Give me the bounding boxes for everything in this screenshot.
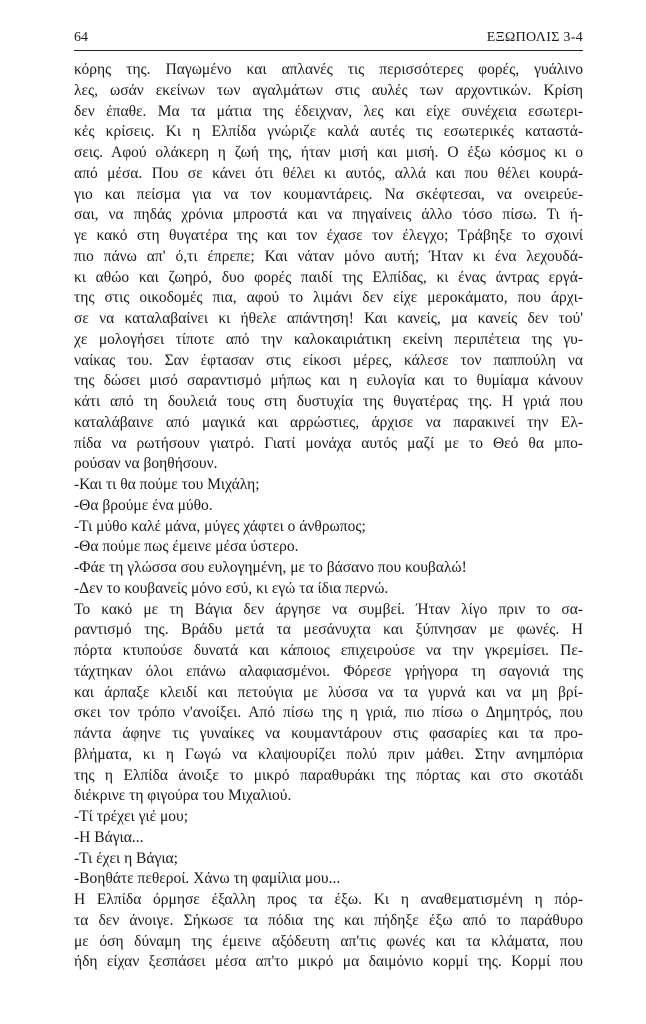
- text-line: -Τί τρέχει γιέ μου;: [74, 808, 189, 825]
- header-rule: [74, 50, 583, 51]
- text-line: -Θα πούμε πως έμεινε μέσα ύστερο.: [74, 538, 299, 556]
- text-line: κές κρίσεις. Κι η Ελπίδα γνώριζε καλά αυτές τις εσωτερικές καταστά-: [74, 123, 583, 141]
- text-line: σε να καταλαβαίνει κι ήθελε απάντηση! Και κανείς, μα κανείς δεν τού': [74, 310, 583, 327]
- text-line: -Βοηθάτε πεθεροί. Χάνω τη φαμίλια μου...: [74, 870, 341, 888]
- text-line: της δώσει μισό σαραντισμό μήπως και η ευλογία και το θυμίαμα κάνουν: [74, 372, 583, 390]
- text-line: -Τι μύθο καλέ μάνα, μύγες χάφτει ο άνθρωπος;: [74, 517, 366, 535]
- text-line: -Φάε τη γλώσσα σου ευλογημένη, με το βάσανο που κουβαλώ!: [74, 559, 467, 576]
- text-line: πιο πάνω απ' ό,τι έπρεπε; Και νάταν μόνο αυτή; Ήταν κι ένα λεχουδά-: [74, 247, 583, 265]
- text-line: λες, ωσάν εκείνων των αγαλμάτων στις αυλές των αρχοντικών. Κρίση: [74, 81, 583, 99]
- text-line: σεις. Αφού ολάκερη η ζωή της, ήταν μισή και μισή. Ο έξω κόσμος κι ο: [74, 144, 583, 161]
- text-line: σαι, να πηδάς χρόνια μπροστά και να πηγαίνεις άλλο τόσο πίσω. Τι ή-: [74, 206, 583, 224]
- text-line: πόρτα κτυπούσε δυνατά και κάποιος επιχειρούσε να την γκρεμίσει. Πε-: [74, 642, 583, 659]
- text-line: πίδα να ρωτήσουν γιατρό. Γιατί μονάχα αυτός μαζί με το Θεό θα μπο-: [74, 434, 583, 452]
- text-line: -Και τι θα πούμε του Μιχάλη;: [74, 476, 260, 493]
- text-line: δεν έπαθε. Μα τα μάτια της έδειχναν, λες και είχε συνέχεια εσωτερι-: [74, 102, 583, 120]
- text-line: -Δεν το κουβανείς μόνο εσύ, κι εγώ τα ίδια περνώ.: [74, 579, 389, 597]
- page-header: [74, 28, 583, 48]
- text-line: διέκρινε τη φιγούρα του Μιχαλιού.: [74, 787, 292, 805]
- text-line: ραντισμό της. Βράδυ μετά τα μεσάνυχτα και ξύπνησαν με φωνές. Η: [74, 621, 583, 639]
- text-line: -Θα βρούμε ένα μύθο.: [74, 496, 213, 514]
- page-number: 64: [74, 30, 88, 45]
- running-title: ΕΞΩΠΟΛΙΣ 3-4: [486, 30, 583, 45]
- text-line: Το κακό με τη Βάγια δεν άργησε να συμβεί. Ήταν λίγο πριν το σα-: [74, 600, 583, 618]
- text-line: τάχτηκαν όλοι επάνω αλαφιασμένοι. Φόρεσε γρήγορα τη σαγονιά της: [74, 662, 583, 680]
- text-line: πάντα άφηνε τις γυναίκες να κουμαντάρουν στις φασαρίες και τα προ-: [74, 725, 583, 742]
- text-line: με όση δύναμη της έμεινε αξόδευτη απ'τις φωνές και τα κλάματα, που: [74, 932, 583, 950]
- text-line: της η Ελπίδα άνοιξε το μικρό παραθυράκι της πόρτας και στο σκοτάδι: [74, 766, 583, 784]
- text-line: από μέσα. Που σε κάνει ότι θέλει κι αυτός, αλλά και που θέλει κουρά-: [74, 164, 583, 182]
- text-line: κι αθώο και ζωηρό, δυο φορές παιδί της Ελπίδας, κι ένας άντρας εργά-: [74, 268, 583, 286]
- text-line: ναίκας του. Σαν έφτασαν στις είκοσι μέρες, κάλεσε τον παππούλη να: [74, 351, 583, 369]
- text-line: χε μολογήσει τίποτε από την καλοκαιριάτικη εκείνη περιπέτεια της γυ-: [74, 330, 583, 348]
- text-line: της στις οικοδομές πια, αφού το λιμάνι δεν είχε μεροκάματο, που άρχι-: [74, 289, 583, 307]
- text-line: κόρης της. Παγωμένο και απλανές τις περισσότερες φορές, γυάλινο: [74, 61, 583, 78]
- text-line: ρούσαν να βοηθήσουν.: [74, 455, 218, 473]
- text-line: γιο και πείσμα για να τον κουμαντάρεις. Να σκέφτεσαι, να ονειρεύε-: [74, 185, 583, 203]
- text-line: ήδη είχαν ξεσπάσει μέσα απ'το μικρό μα δαιμόνιο κορμί της. Κορμί που: [74, 953, 583, 971]
- text-line: καταλάβαινε από μαγικά και αρρώστιες, άρχισε να παρακινεί την Ελ-: [74, 413, 583, 431]
- text-line: βλήματα, κι η Γωγώ να κλαψουρίζει πολύ πριν μάθει. Στην ανημπόρια: [74, 745, 583, 763]
- text-line: -Τι έχει η Βάγια;: [74, 849, 178, 867]
- text-line: Η Ελπίδα όρμησε έξαλλη προς τα έξω. Κι η αναθεματισμένη η πόρ-: [74, 891, 583, 908]
- text-line: γε κακό στη θυγατέρα της και τον έχασε τον έλεγχο; Τράβηξε το σχοινί: [74, 227, 583, 244]
- text-line: σκει τον τρόπο ν'ανοίξει. Από πίσω της η γριά, πιο πίσω ο Δημητρός, που: [74, 704, 583, 722]
- text-line: -Η Βάγια...: [74, 828, 144, 846]
- text-line: κάτι από τη δουλειά τους στη δυστυχία της θυγατέρας της. Η γριά που: [74, 393, 583, 410]
- text-line: τα δεν άνοιγε. Σήκωσε τα πόδια της και πήδηξε έξω από το παράθυρο: [74, 911, 583, 929]
- text-line: και άρπαξε κλειδί και πετούγια με λύσσα να τα γυρνά και να μη βρί-: [74, 683, 583, 701]
- body-text: [74, 60, 583, 973]
